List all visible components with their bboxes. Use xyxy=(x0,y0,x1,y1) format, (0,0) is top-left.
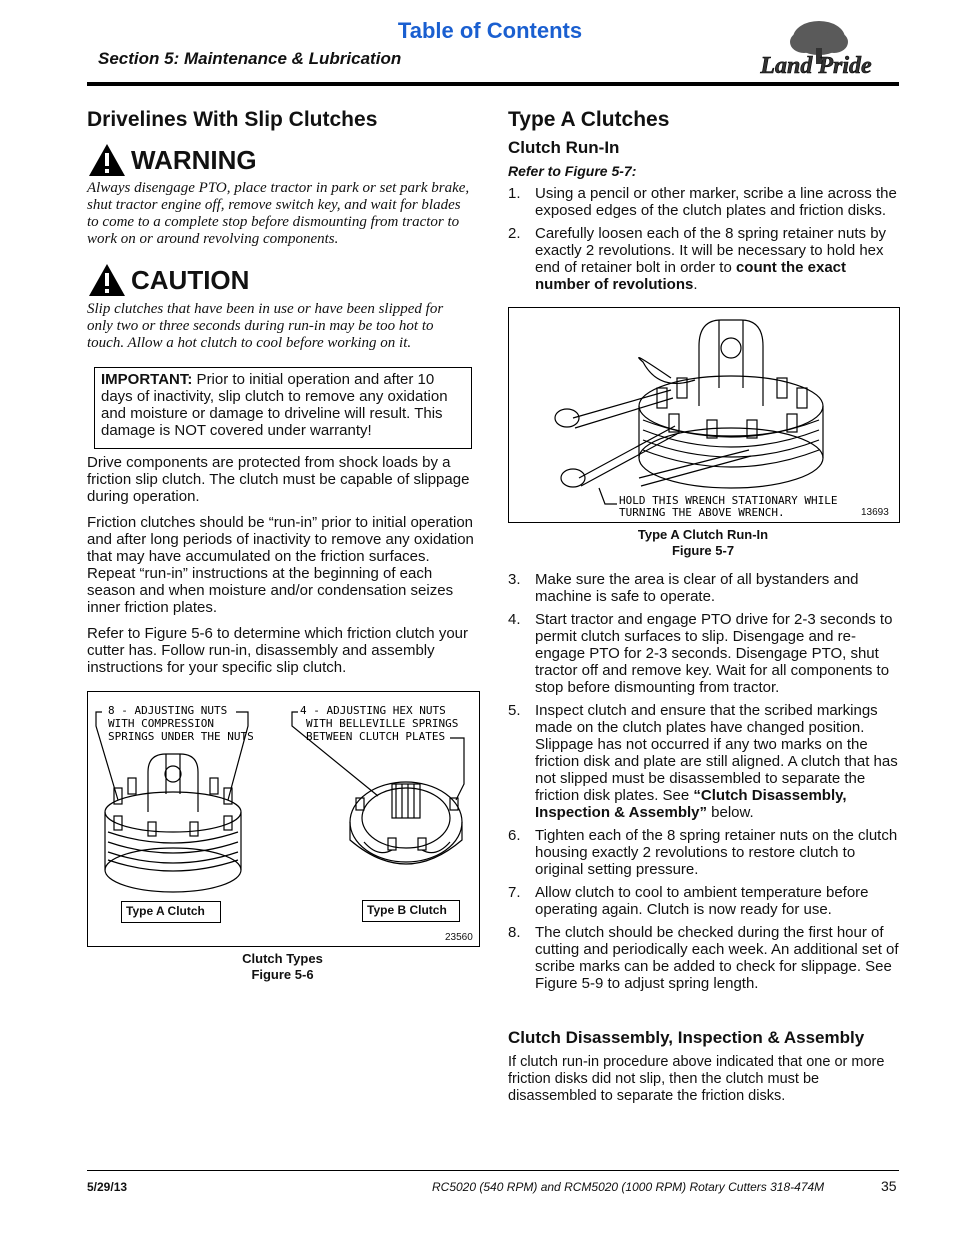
caution-title: CAUTION xyxy=(131,264,250,295)
section-title: Section 5: Maintenance & Lubrication xyxy=(98,49,402,68)
callout-line-2: TURNING THE ABOVE WRENCH. xyxy=(619,506,785,519)
drivelines-heading: Drivelines With Slip Clutches xyxy=(87,108,378,131)
figure-5-6-title: Clutch Types xyxy=(242,951,323,966)
step-3: 3. Make sure the area is clear of all bystanders and machine is safe to operate. xyxy=(508,571,859,605)
refer-figure-5-7: Refer to Figure 5-7: xyxy=(508,163,637,179)
run-in-steps-3-8 xyxy=(508,571,902,998)
figure-number-13693: 13693 xyxy=(861,507,889,518)
warning-text: Always disengage PTO, place tractor in park or set park brake, shut tractor engine off, remove switch key, and wait for blades to come to a complete stop before dismounting from tractor to work on or around revolving components. xyxy=(87,180,470,247)
callout-a-line-1: 8 - ADJUSTING NUTS xyxy=(108,704,228,717)
warning-triangle-icon xyxy=(87,142,127,178)
callout-a-line-3: SPRINGS UNDER THE NUTS xyxy=(108,730,254,743)
caution-text: Slip clutches that have been in use or have been slipped for only two or three seconds during run-in may be too hot to touch. Allow a hot clutch to cool before working on it. xyxy=(87,301,444,351)
callout-line-1: HOLD THIS WRENCH STATIONARY WHILE xyxy=(619,494,838,507)
figure-number-23560: 23560 xyxy=(445,932,473,943)
disassembly-heading: Clutch Disassembly, Inspection & Assembly xyxy=(508,1028,865,1047)
callout-b-line-3: BETWEEN CLUTCH PLATES xyxy=(306,730,446,743)
figure-5-7-number: Figure 5-7 xyxy=(671,543,735,558)
type-a-label: Type A Clutch xyxy=(121,901,221,923)
type-a-heading: Type A Clutches xyxy=(508,108,670,131)
step-1: 1. Using a pencil or other marker, scribe a line across the exposed edges of the clutch plates and friction disks. xyxy=(508,185,897,219)
step-8: 8. The clutch should be checked during the first hour of cutting and periodically each week. An additional set of scribe marks can be added to check for slippage. See Figure 5-9 to adjust spring length. xyxy=(508,924,899,992)
warning-signal xyxy=(87,142,257,178)
land-pride-logo xyxy=(732,18,900,80)
clutch-run-in-illustration xyxy=(509,308,899,522)
step-6: 6. Tighten each of the 8 spring retainer nuts on the clutch housing exactly 2 revolutions to restore clutch to original setting pressure. xyxy=(508,827,898,878)
table-of-contents-link[interactable]: Table of Contents xyxy=(397,18,583,43)
paragraph-friction-clutches: Friction clutches should be “run-in” prior to initial operation and after long periods of inactivity to remove any oxidation that may have accumulated on the friction surfaces. Repeat “run-in” instructions at the beginning of each season and when moisture and/or condensation seizes inner friction plates. xyxy=(87,514,474,616)
figure-5-7-caption xyxy=(508,527,898,559)
figure-5-7-title: Type A Clutch Run-In xyxy=(637,527,769,542)
clutch-run-in-heading: Clutch Run-In xyxy=(508,138,620,157)
paragraph-refer-figure: Refer to Figure 5-6 to determine which friction clutch your cutter has. Follow run-in, disassembly and assembly instructions for your specific slip clutch. xyxy=(87,625,468,676)
callout-a-line-2: WITH COMPRESSION xyxy=(108,717,214,730)
caution-triangle-icon xyxy=(87,262,127,298)
paragraph-drive-components: Drive components are protected from shock loads by a friction slip clutch. The clutch must be capable of slippage during operation. xyxy=(87,454,470,505)
footer-rule xyxy=(87,1170,899,1171)
figure-clutch-types xyxy=(87,691,480,947)
step-2: 2. Carefully loosen each of the 8 spring retainer nuts by exactly 2 revolutions. It will be necessary to hold hex end of retainer bolt in order to count the exact number of revolutions. xyxy=(508,225,887,293)
important-text: Prior to initial operation and after 10 days of inactivity, slip clutch to remove any oxidation and moisture or damage to driveline will result. This damage is NOT covered under warranty! xyxy=(101,371,448,439)
step-5: 5. Inspect clutch and ensure that the scribed markings made on the clutch plates have changed position. Slippage has not occurred if any two marks on the friction disk and plate are still aligned. A clutch that has not slipped must be disassembled to separate the friction disk plates. See “Clutch Disassembly, Inspection & Assembly” below. xyxy=(508,702,898,821)
header-rule xyxy=(87,82,899,86)
svg-text:Land Pride: Land Pride xyxy=(760,53,872,79)
footer-date: 5/29/13 xyxy=(87,1180,128,1194)
important-label: IMPORTANT: xyxy=(101,371,193,388)
callout-b-line-2: WITH BELLEVILLE SPRINGS xyxy=(306,717,459,730)
caution-signal xyxy=(87,262,249,298)
callout-b-line-1: 4 - ADJUSTING HEX NUTS xyxy=(300,704,446,717)
type-b-label: Type B Clutch xyxy=(362,900,460,922)
important-box xyxy=(94,367,472,449)
step-7: 7. Allow clutch to cool to ambient temperature before operating again. Clutch is now ready for use. xyxy=(508,884,869,918)
run-in-steps-1-2 xyxy=(508,185,901,299)
warning-title: WARNING xyxy=(131,144,257,175)
step-4: 4. Start tractor and engage PTO drive for 2-3 seconds to permit clutch surfaces to slip. Disengage and re-engage PTO for 2-3 seconds. Disengage PTO, shut tractor off and remove key. Wait for all components to stop before dismounting from tractor. xyxy=(508,611,893,696)
disassembly-text: If clutch run-in procedure above indicated that one or more friction disks did not slip, then the clutch must be disassembled to separate the friction disks. xyxy=(508,1054,885,1104)
page-number: 35 xyxy=(881,1178,897,1194)
figure-5-6-caption xyxy=(87,951,478,983)
footer-title: RC5020 (540 RPM) and RCM5020 (1000 RPM) Rotary Cutters 318-474M xyxy=(432,1180,825,1194)
figure-clutch-run-in xyxy=(508,307,900,523)
figure-5-6-number: Figure 5-6 xyxy=(251,967,314,982)
